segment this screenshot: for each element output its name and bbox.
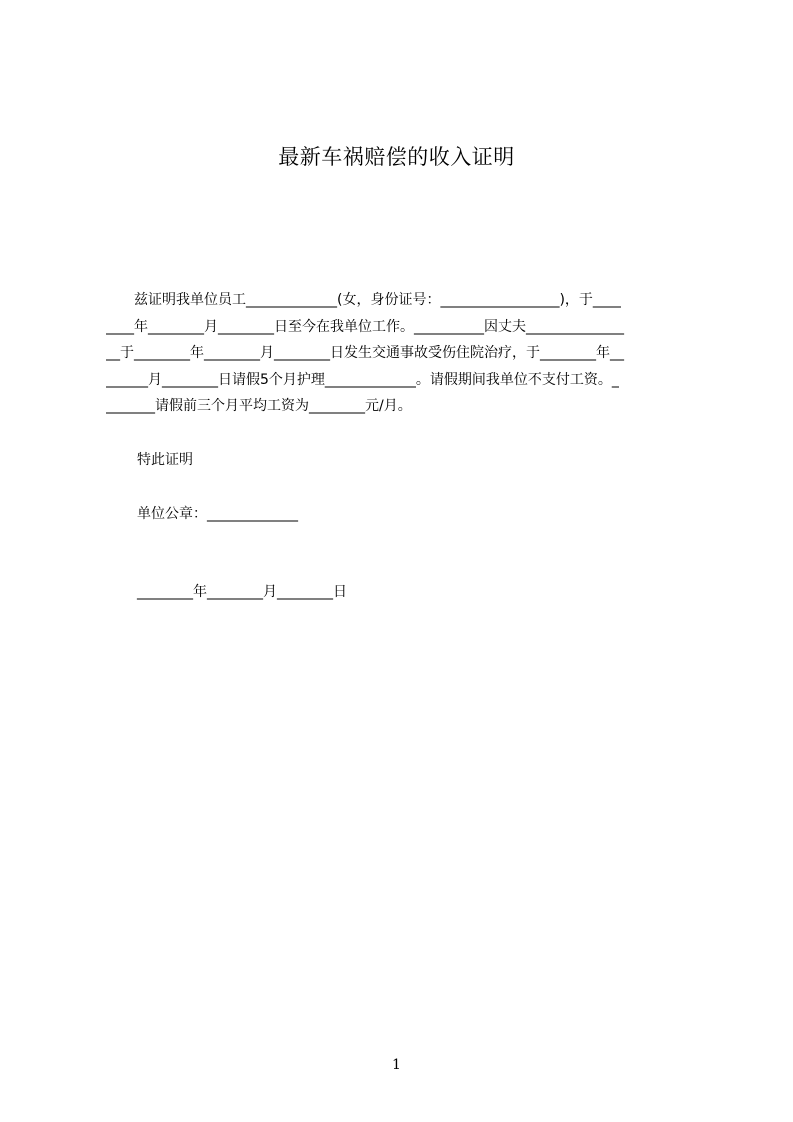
seal-line: 单位公章：_____________: [137, 506, 298, 522]
closing-statement: 特此证明: [137, 452, 193, 468]
page-number: 1: [392, 1057, 401, 1073]
body-line-5: _______请假前三个月平均工资为________元/月。: [106, 398, 412, 414]
body-line-4: ______月________日请假5个月护理_____________。请假期间我单位不支付工资。_: [106, 371, 619, 388]
body-line-3: __于________年________月________日发生交通事故受伤住院治疗，于________年__: [106, 345, 624, 361]
body-line-2: ____年________月________日至今在我单位工作。__________因丈夫______________: [106, 318, 624, 335]
certificate-body: [106, 287, 698, 420]
document-title: 最新车祸赔偿的收入证明: [278, 145, 515, 169]
body-line-1: 兹证明我单位员工_____________(女，身份证号：_________________)，于____: [106, 292, 621, 308]
date-line: ________年________月________日: [137, 584, 347, 600]
